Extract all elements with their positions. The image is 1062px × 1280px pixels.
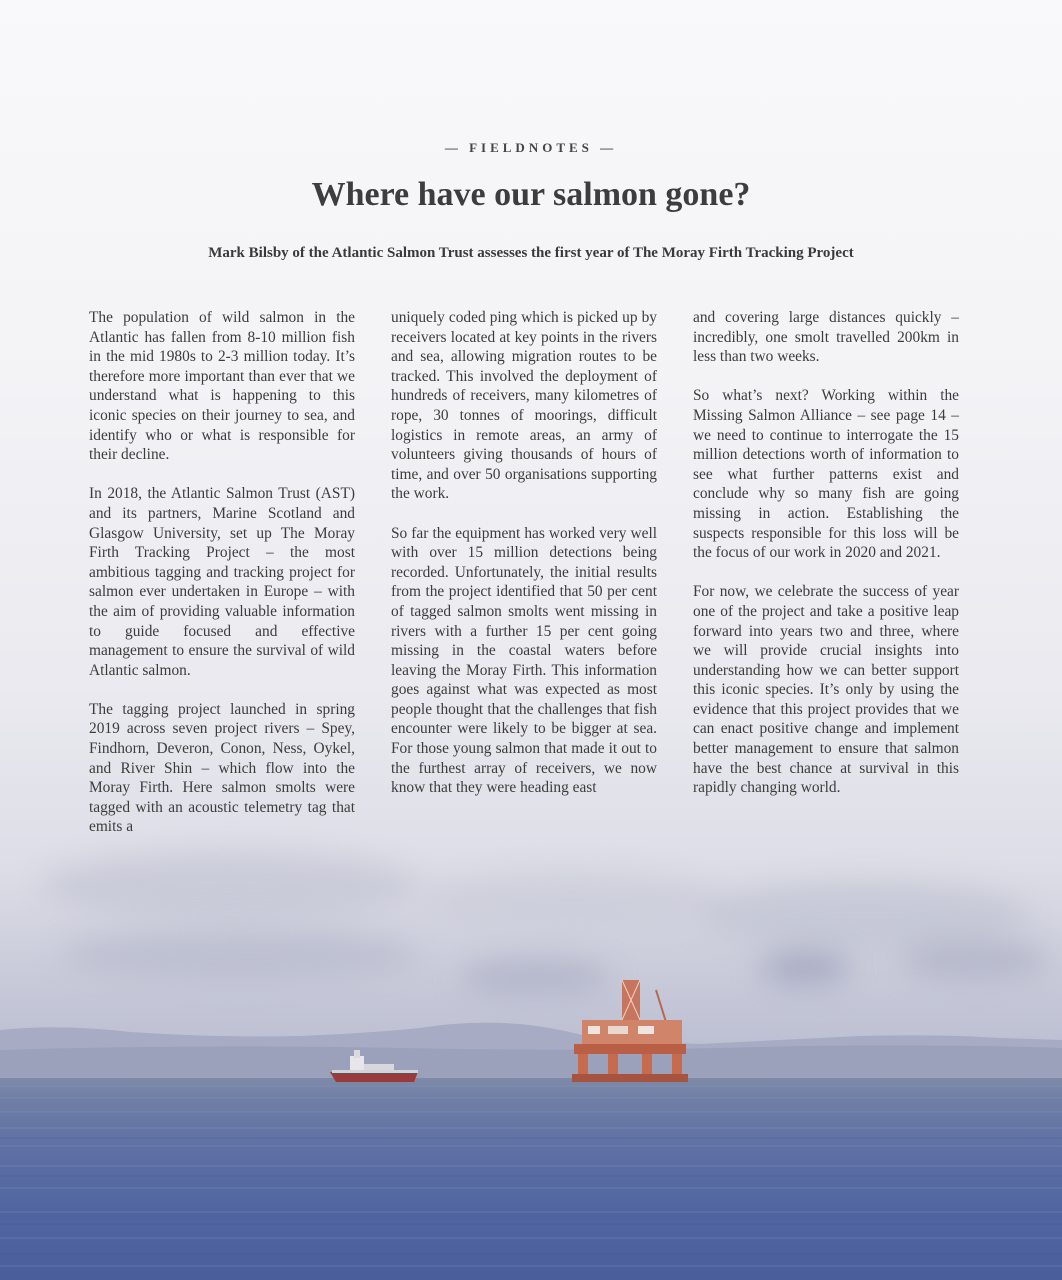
mountains [0, 1010, 1062, 1085]
paragraph: The population of wild salmon in the Atlantic has fallen from 8-10 million fish in the mid 1980s to 2-3 million today. It’s therefore more important than ever that we understand what is happening to this iconic species on their journey to sea, and identify who or what is responsible for their decline. [89, 309, 355, 464]
cloud [420, 870, 720, 930]
paragraph: So what’s next? Working within the Missing Salmon Alliance – see page 14 – we need to continue to interrogate the 15 million detections worth of information to see what further patterns exist and conclude why so many fish are going missing in action. Establishing the suspects responsible for this loss will be the focus of our work in 2020 and 2021. [693, 387, 959, 562]
article-standfirst: Mark Bilsby of the Atlantic Salmon Trust assesses the first year of The Moray Firth Tracking Project [208, 245, 854, 261]
oil-rig-icon [568, 976, 692, 1084]
cloud [40, 850, 420, 920]
text-column-1 [89, 308, 355, 857]
paragraph: uniquely coded ping which is picked up by receivers located at key points in the rivers and sea, allowing migration routes to be tracked. This involved the deployment of hundreds of receivers, many kilometres of rope, 30 tonnes of moorings, difficult logistics in remote areas, an army of volunteers giving thousands of hours of time, and over 50 organisations supporting the work. [391, 309, 657, 503]
section-kicker: — FIELDNOTES — [444, 140, 618, 155]
sea-ripples [0, 1078, 1062, 1280]
paragraph: For now, we celebrate the success of year one of the project and take a positive leap forward into years two and three, where we will provide crucial insights into understanding how we can better support this iconic species. It’s only by using the evidence that this project provides that we can enact positive change and implement better management to ensure that salmon have the best chance at survival in this rapidly changing world. [693, 583, 959, 797]
paragraph: and covering large distances quickly – incredibly, one smolt travelled 200km in less than two weeks. [693, 309, 959, 366]
cloud [60, 930, 420, 980]
cloud [900, 940, 1050, 980]
paragraph: So far the equipment has worked very well with over 15 million detections being recorded. Unfortunately, the initial results from the project identified that 50 per cent of tagged salmon smolts went missing in rivers with a further 15 per cent going missing in the coastal waters before leaving the Moray Firth. This information goes against what was expected as most people thought that the challenges that fish encounter were likely to be bigger at sea. For those young salmon that made it out to the furthest array of receivers, we now know that they were heading east [391, 524, 657, 797]
cloud [760, 950, 850, 986]
paragraph: In 2018, the Atlantic Salmon Trust (AST) and its partners, Marine Scotland and Glasgow University, set up The Moray Firth Tracking Project – the most ambitious tagging and tracking project for salmon ever undertaken in Europe – with the aim of providing valuable information to guide focused and effective management to ensure the survival of wild Atlantic salmon. [89, 485, 355, 679]
text-column-3 [693, 308, 959, 817]
supply-ship-icon [328, 1046, 422, 1084]
article-title: Where have our salmon gone? [311, 176, 751, 213]
paragraph: The tagging project launched in spring 2019 across seven project rivers – Spey, Findhorn, Deveron, Conon, Ness, Oykel, and River Shin – which flow into the Moray Firth. Here salmon smolts were tagged with an acoustic telemetry tag that emits a [89, 700, 355, 836]
text-column-2 [391, 308, 657, 817]
